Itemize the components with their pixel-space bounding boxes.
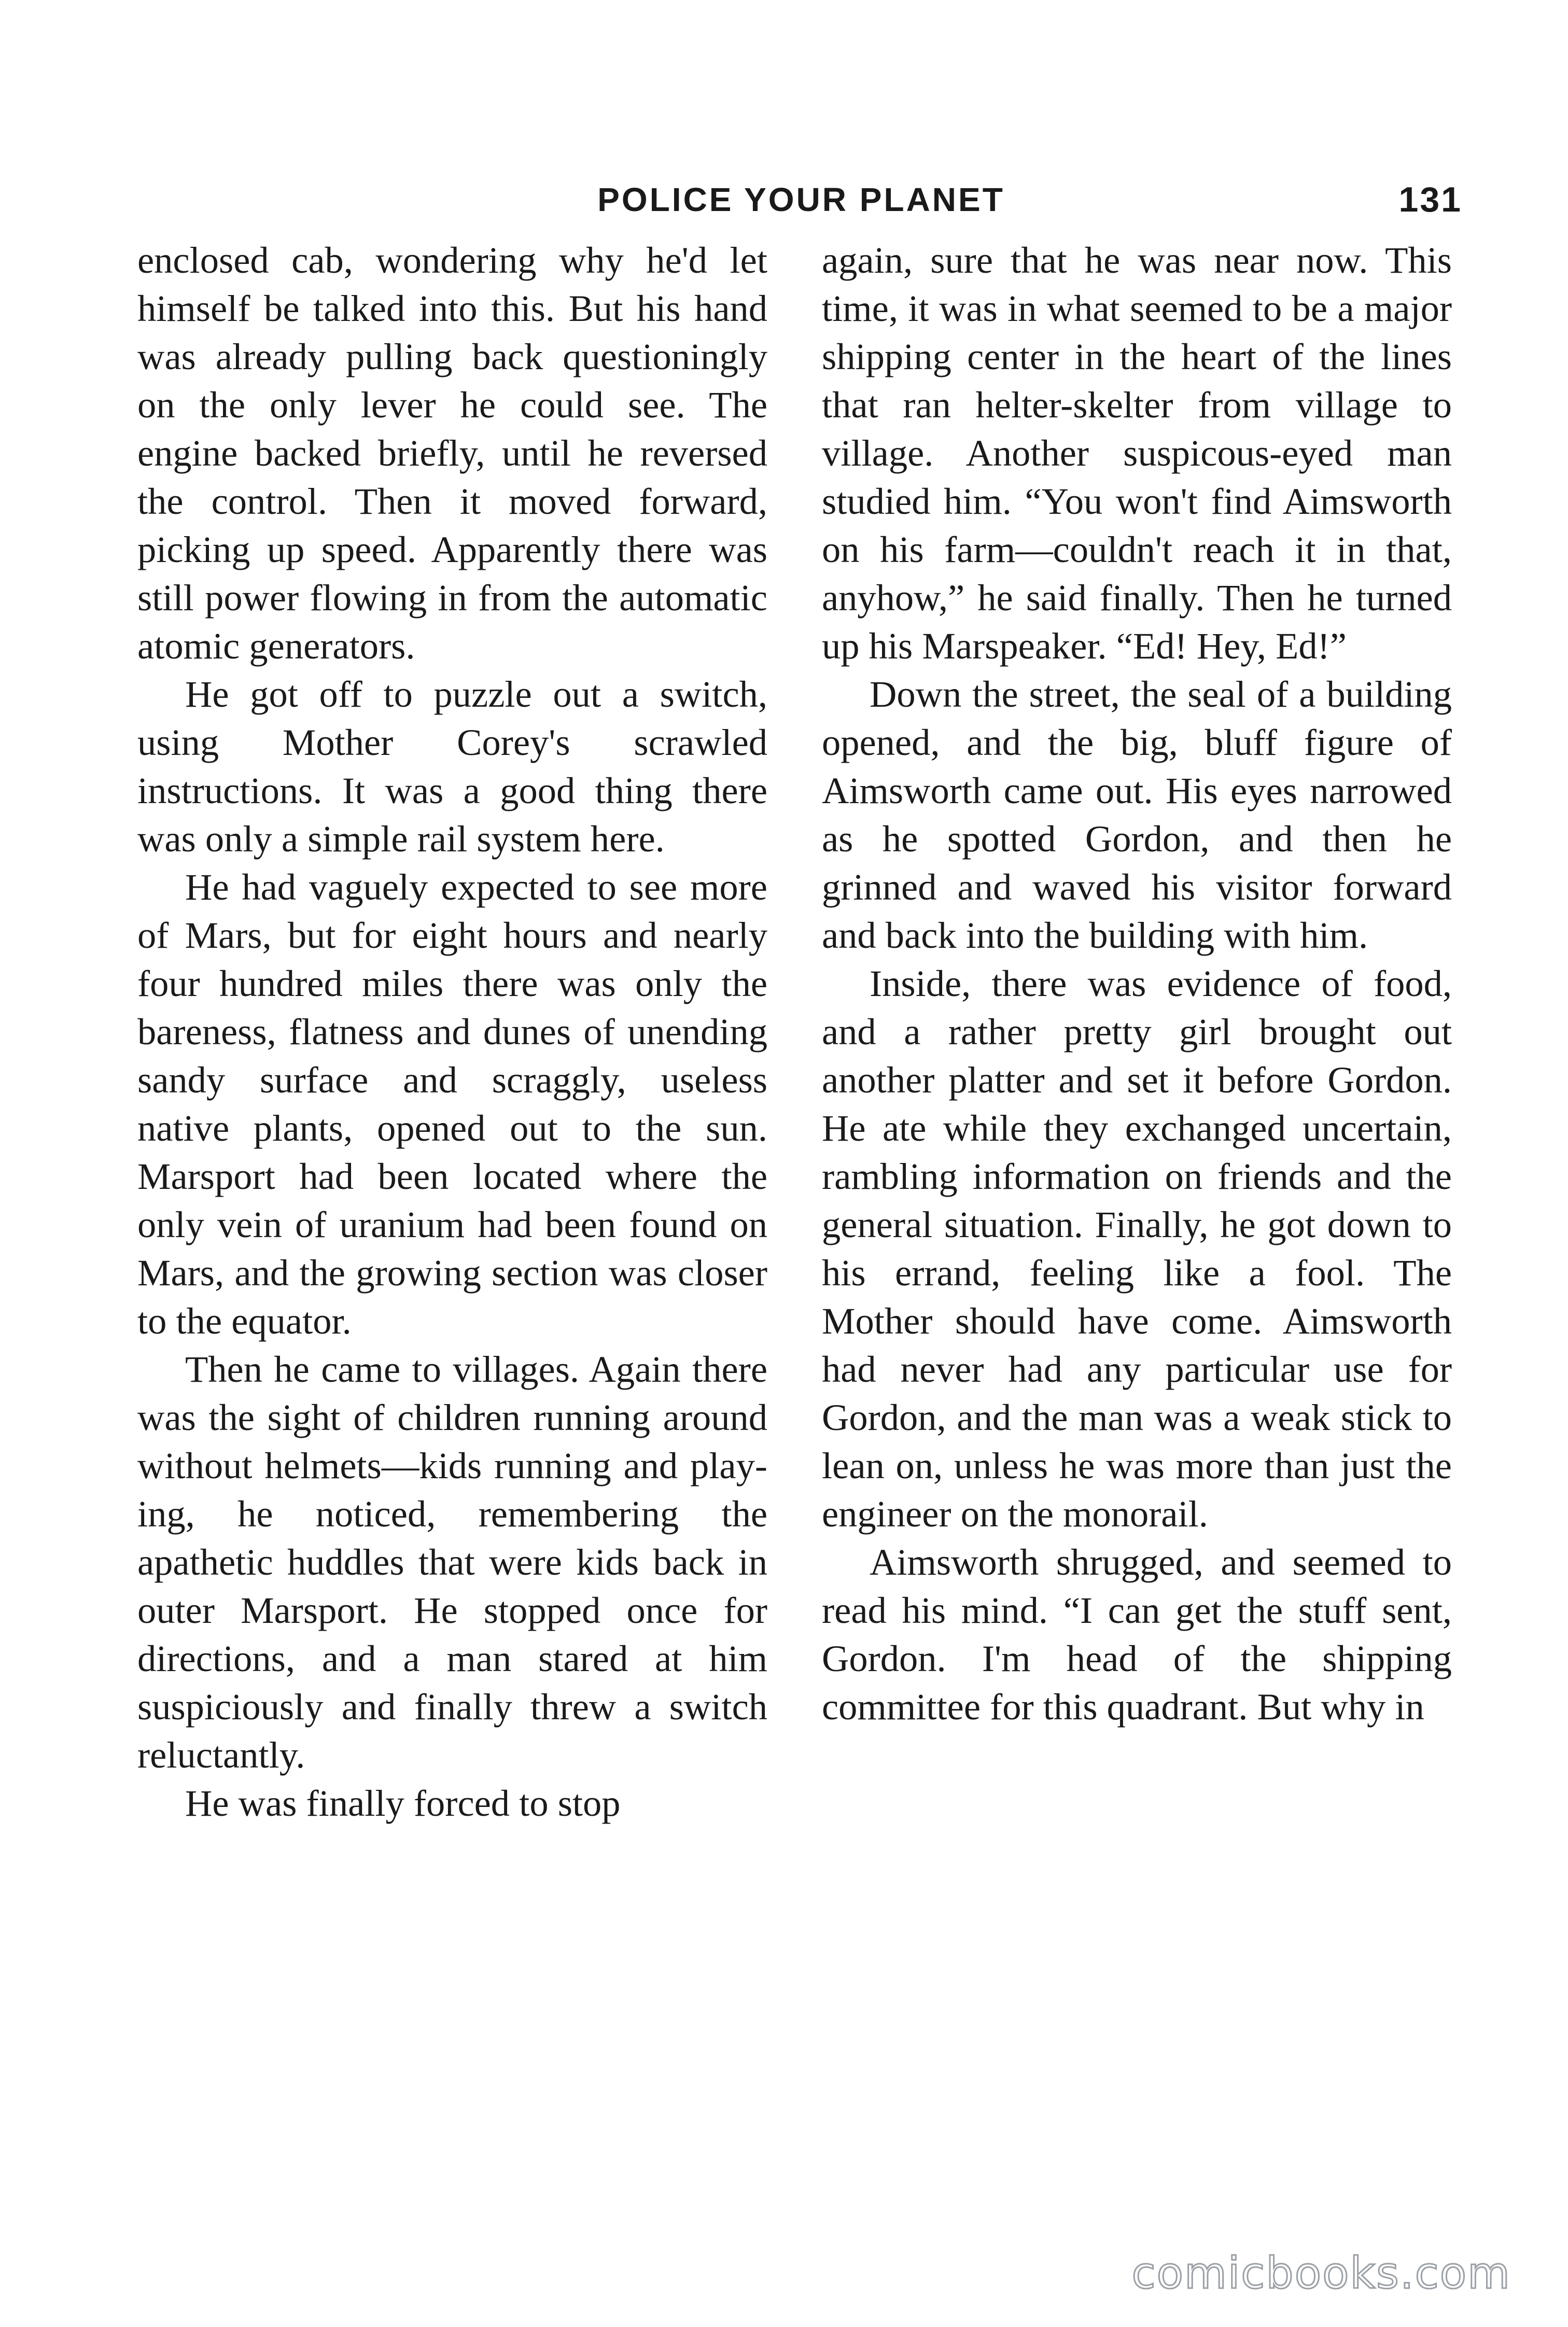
paragraph: again, sure that he was near now. This time, it was in what seemed to be a major shipping center in the heart of the lines that ran helter-skelter from village to village. Another suspicous-eyed man studied him. “You won't find Aimsworth on his farm—couldn't reach it in that, anyhow,” he said finally. Then he turned up his Marspeaker. “Ed! Hey, Ed!” [822, 239, 1452, 667]
left-column [137, 236, 767, 1827]
watermark: comicbooks.com [1131, 2248, 1511, 2298]
paragraph: Down the street, the seal of a building opened, and the big, bluff figure of Aimsworth came out. His eyes narrowed as he spotted Gordon, and then he grinned and waved his visitor forward and back into the building with him. [822, 673, 1452, 956]
right-column [822, 236, 1452, 1731]
paragraph: Aimsworth shrugged, and seemed to read his mind. “I can get the stuff sent, Gordon. I'm head of the shipping committee for this quadrant. But why in [822, 1541, 1452, 1728]
running-header [140, 171, 1462, 228]
paragraph: Then he came to villages. Again there was the sight of children running around without helmets—kids running and playing, he noticed, remembering the apathetic huddles that were kids back in outer Marsport. He stopped once for directions, and a man stared at him suspiciously and finally threw a switch reluctantly. [137, 1348, 767, 1776]
paragraph: Inside, there was evidence of food, and a rather pretty girl brought out another platter and set it before Gordon. He ate while they exchanged uncertain, rambling information on friends and the general situation. Finally, he got down to his errand, feeling like a fool. The Mother should have come. Aimsworth had never had any particular use for Gordon, and the man was a weak stick to lean on, unless he was more than just the engineer on the monorail. [822, 962, 1452, 1535]
paragraph: He had vaguely expected to see more of Mars, but for eight hours and nearly four hundred miles there was only the bareness, flatness and dunes of unending sandy surface and scraggly, useless native plants, opened out to the sun. Marsport had been located where the only vein of uranium had been found on Mars, and the growing section was closer to the equator. [137, 866, 767, 1342]
paragraph: He got off to puzzle out a switch, using Mother Corey's scrawled instructions. It was a good thing there was only a simple rail system here. [137, 673, 767, 860]
page-number: 131 [1398, 180, 1462, 219]
running-title: POLICE YOUR PLANET [597, 181, 1005, 218]
paragraph: He was finally forced to stop [185, 1782, 621, 1824]
paragraph: enclosed cab, wondering why he'd let himself be talked into this. But his hand was already pulling back questioningly on the only lever he could see. The engine backed briefly, until he reversed the control. Then it moved forward, picking up speed. Apparently there was still power flowing in from the automatic atomic generators. [137, 239, 767, 667]
